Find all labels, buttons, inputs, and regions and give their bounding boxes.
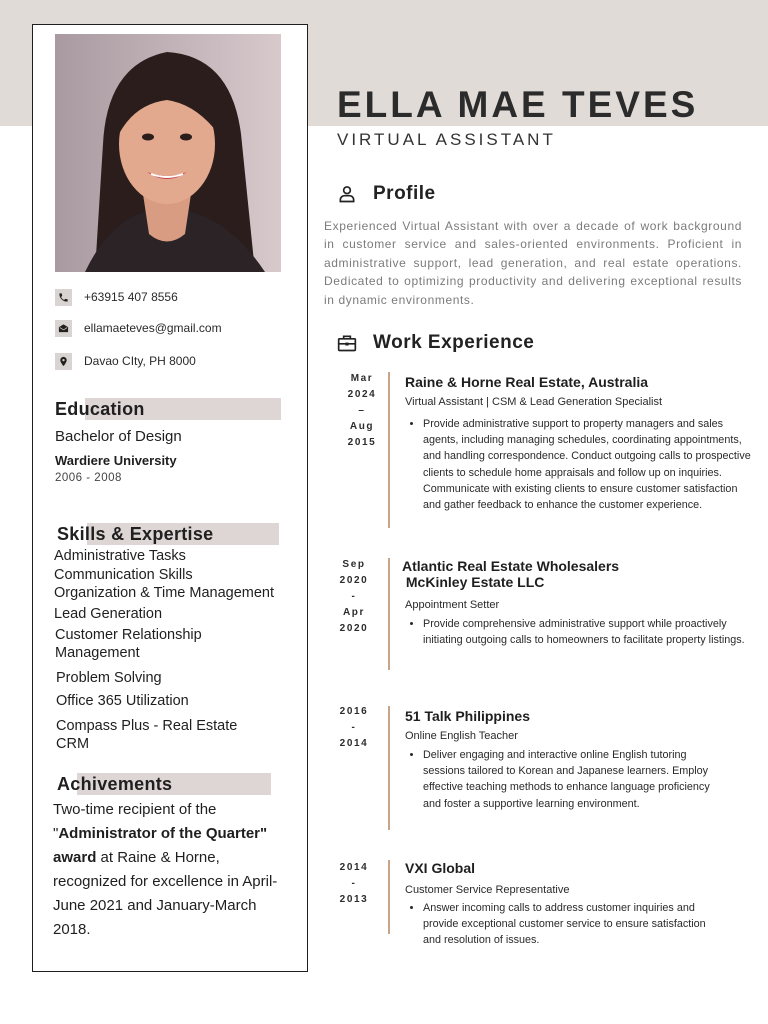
sidebar xyxy=(32,24,308,972)
education-degree: Bachelor of Design xyxy=(55,428,182,445)
timeline-line xyxy=(388,860,390,934)
skill-item: Lead Generation xyxy=(54,606,163,622)
timeline-line xyxy=(388,706,390,830)
job-company: Atlantic Real Estate Wholesalers McKinley Estate LLC xyxy=(402,558,620,590)
job-role: Virtual Assistant | CSM & Lead Generation Specialist xyxy=(405,396,663,408)
job-description: • Answer incoming calls to address customer inquiries and provide exceptional customer service to ensure satisfaction and resolution of issues. xyxy=(405,900,723,949)
profile-photo xyxy=(55,34,281,272)
briefcase-icon xyxy=(337,333,357,353)
skill-item: Customer Relationship Management xyxy=(55,627,202,661)
skill-item: Organization & Time Management xyxy=(54,585,275,601)
skill-item: Communication Skills xyxy=(54,567,193,583)
location-pin-icon xyxy=(55,353,72,370)
work-heading: Work Experience xyxy=(337,331,534,355)
envelope-icon xyxy=(55,320,72,337)
job-company: 51 Talk Philippines xyxy=(405,708,531,724)
job-company: VXI Global xyxy=(405,860,476,876)
candidate-name: ELLA MAE TEVES xyxy=(337,84,699,125)
email-text: ellamaeteves@gmail.com xyxy=(84,321,222,335)
contact-phone xyxy=(55,288,178,306)
phone-text: +63915 407 8556 xyxy=(84,290,178,304)
job-role: Appointment Setter xyxy=(405,599,500,611)
skills-heading: Skills & Expertise xyxy=(57,523,279,545)
job-role: Online English Teacher xyxy=(405,730,518,742)
profile-heading: Profile xyxy=(337,182,436,206)
job-description: • Provide comprehensive administrative support while proactively initiating outgoing calls to homeowners to facilitate property listings. xyxy=(405,616,753,648)
job-description: • Provide administrative support to property managers and sales agents, including managing schedules, coordinating appointments, and handling correspondence. Conduct outgoing calls to prospective clients to schedule home appraisals and follow up on inquiries. Communicate with existing clients to ensure customer satisfaction and gather feedback to enhance the customer experience. xyxy=(405,416,753,513)
contact-location xyxy=(55,352,196,370)
phone-icon xyxy=(55,289,72,306)
profile-text: Experienced Virtual Assistant with over a decade of work background in customer service and sales-oriented environments. Proficient in administrative support, lead generation, and real estate operations. Dedicated to optimizing productivity and delivering exceptional results in dynamic environments. xyxy=(324,219,742,307)
job-date: Mar 2024 – Aug 2015 xyxy=(347,373,377,448)
education-years: 2006 - 2008 xyxy=(55,472,122,484)
location-text: Davao CIty, PH 8000 xyxy=(84,354,196,368)
timeline-line xyxy=(388,558,390,670)
skill-item: Administrative Tasks xyxy=(54,548,186,564)
achievements-heading: Achivements xyxy=(57,773,271,795)
job-role: Customer Service Representative xyxy=(405,884,570,896)
achievements-text: Two-time recipient of the "Administrator of the Quarter" award at Raine & Horne, recognized for excellence in April-June 2021 and January-March 2018. xyxy=(53,801,278,938)
education-heading: Education xyxy=(55,398,281,420)
timeline-line xyxy=(388,372,390,528)
education-school: Wardiere University xyxy=(55,453,177,468)
job-description: • Deliver engaging and interactive online English tutoring sessions tailored to Korean and Japanese learners. Employ effective teaching methods to enhance language proficiency and foster a supportive learning environment. xyxy=(405,747,723,812)
person-icon xyxy=(337,184,357,204)
candidate-title: VIRTUAL ASSISTANT xyxy=(337,130,556,149)
skill-item: Office 365 Utilization xyxy=(56,693,189,709)
job-date: 2014 - 2013 xyxy=(339,862,369,905)
skill-item: Problem Solving xyxy=(56,670,162,686)
job-date: 2016 - 2014 xyxy=(339,706,369,749)
job-date: Sep 2020 - Apr 2020 xyxy=(339,559,369,634)
job-company: Raine & Horne Real Estate, Australia xyxy=(405,374,649,390)
skill-item: Compass Plus - Real Estate CRM xyxy=(56,718,238,752)
contact-email xyxy=(55,319,222,337)
